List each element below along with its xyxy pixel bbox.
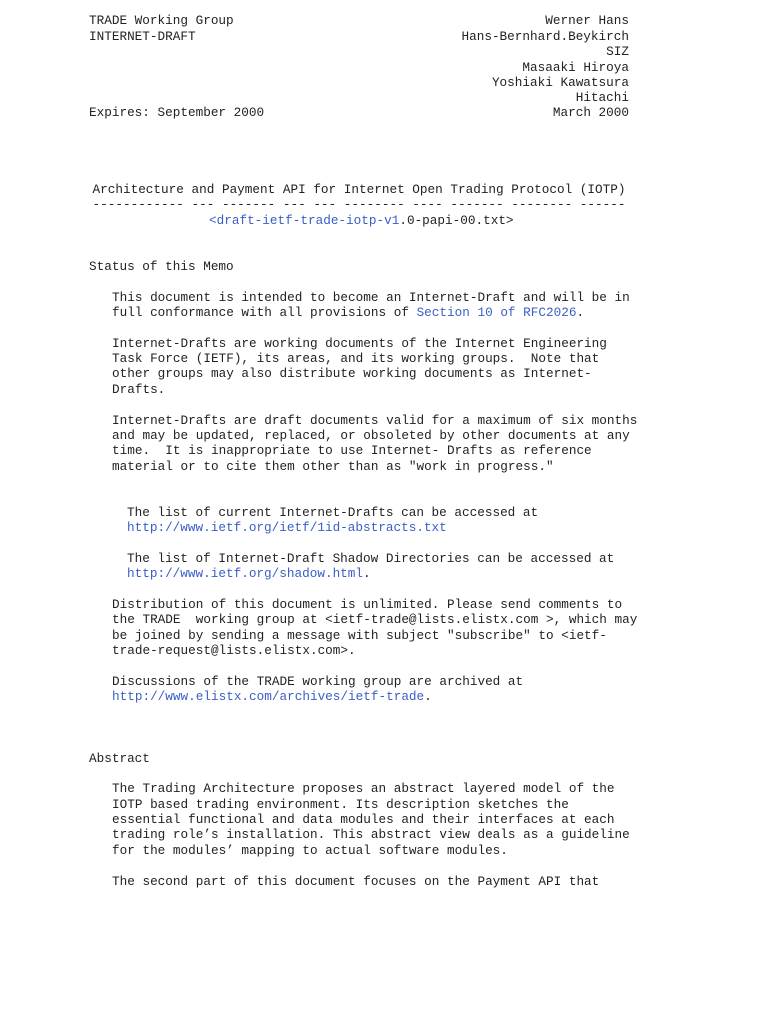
- header-right-line: SIZ: [606, 44, 629, 59]
- status-p5-link-line: [127, 566, 632, 581]
- status-p6-line: the TRADE working group at <ietf-trade@lists.elistx.com >, which may: [112, 612, 638, 627]
- status-heading: Status of this Memo: [89, 259, 234, 274]
- archive-link[interactable]: http://www.elistx.com/archives/ietf-trade: [112, 689, 425, 704]
- status-p2-line: Task Force (IETF), its areas, and its working groups. Note that: [112, 351, 600, 366]
- header-right-line: Hitachi: [575, 90, 629, 105]
- status-p1-period: .: [576, 305, 585, 320]
- draft-filename: [209, 213, 514, 228]
- draft-link[interactable]: <draft-ietf-trade-iotp-v1: [209, 213, 400, 228]
- document-title: Architecture and Payment API for Internet Open Trading Protocol (IOTP): [92, 182, 626, 197]
- status-p6-line: be joined by sending a message with subject "subscribe" to <ietf-: [112, 628, 607, 643]
- status-p1-line: This document is intended to become an Internet-Draft and will be in: [112, 290, 630, 305]
- header-right-line: Werner Hans: [545, 13, 629, 28]
- abstract-heading: Abstract: [89, 751, 150, 766]
- abstract-p1-line: for the modules’ mapping to actual software modules.: [112, 843, 508, 858]
- status-p6-line: Distribution of this document is unlimited. Please send comments to: [112, 597, 623, 612]
- abstract-p1-line: IOTP based trading environment. Its description sketches the: [112, 797, 569, 812]
- status-p6-line: trade-request@lists.elistx.com>.: [112, 643, 356, 658]
- header-right-line: Yoshiaki Kawatsura: [491, 75, 629, 90]
- status-p1-line: [112, 305, 632, 320]
- header-right-line: Masaaki Hiroya: [522, 60, 629, 75]
- abstract-p1-line: trading role’s installation. This abstract view deals as a guideline: [112, 827, 630, 842]
- title-underline: ------------ --- ------- --- --- -------- ---- ------- -------- ------: [92, 197, 626, 212]
- status-p3-line: material or to cite them other than as "work in progress.": [112, 459, 554, 474]
- status-p1-text: full conformance with all provisions of: [112, 305, 417, 320]
- status-p4-link-line: [127, 520, 632, 535]
- status-p5-line: The list of Internet-Draft Shadow Directories can be accessed at: [127, 551, 615, 566]
- abstract-p2-line: The second part of this document focuses on the Payment API that: [112, 874, 600, 889]
- header-left-line: INTERNET-DRAFT: [89, 29, 196, 44]
- status-p4-line: The list of current Internet-Drafts can be accessed at: [127, 505, 539, 520]
- rfc2026-link[interactable]: Section 10 of RFC2026: [416, 305, 577, 320]
- status-p5-period: .: [363, 566, 371, 581]
- header-left-line: TRADE Working Group: [89, 13, 234, 28]
- status-p7-link-line: [112, 689, 632, 704]
- status-p7-line: Discussions of the TRADE working group are archived at: [112, 674, 524, 689]
- shadow-directories-link[interactable]: http://www.ietf.org/shadow.html: [127, 566, 364, 581]
- status-p2-line: Internet-Drafts are working documents of the Internet Engineering: [112, 336, 607, 351]
- status-p3-line: time. It is inappropriate to use Internet- Drafts as reference: [112, 443, 592, 458]
- abstract-p1-line: The Trading Architecture proposes an abstract layered model of the: [112, 781, 615, 796]
- status-p3-line: and may be updated, replaced, or obsoleted by other documents at any: [112, 428, 630, 443]
- header-expires: Expires: September 2000: [89, 105, 265, 120]
- header-right-line: Hans-Bernhard.Beykirch: [461, 29, 629, 44]
- id-abstracts-link[interactable]: http://www.ietf.org/ietf/1id-abstracts.txt: [127, 520, 447, 535]
- status-p7-period: .: [424, 689, 432, 704]
- status-p2-line: other groups may also distribute working documents as Internet-: [112, 366, 592, 381]
- status-p2-line: Drafts.: [112, 382, 166, 397]
- draft-suffix: .0-papi-00.txt>: [399, 213, 514, 228]
- header-date: March 2000: [552, 105, 629, 120]
- abstract-p1-line: essential functional and data modules and their interfaces at each: [112, 812, 615, 827]
- status-p3-line: Internet-Drafts are draft documents valid for a maximum of six months: [112, 413, 638, 428]
